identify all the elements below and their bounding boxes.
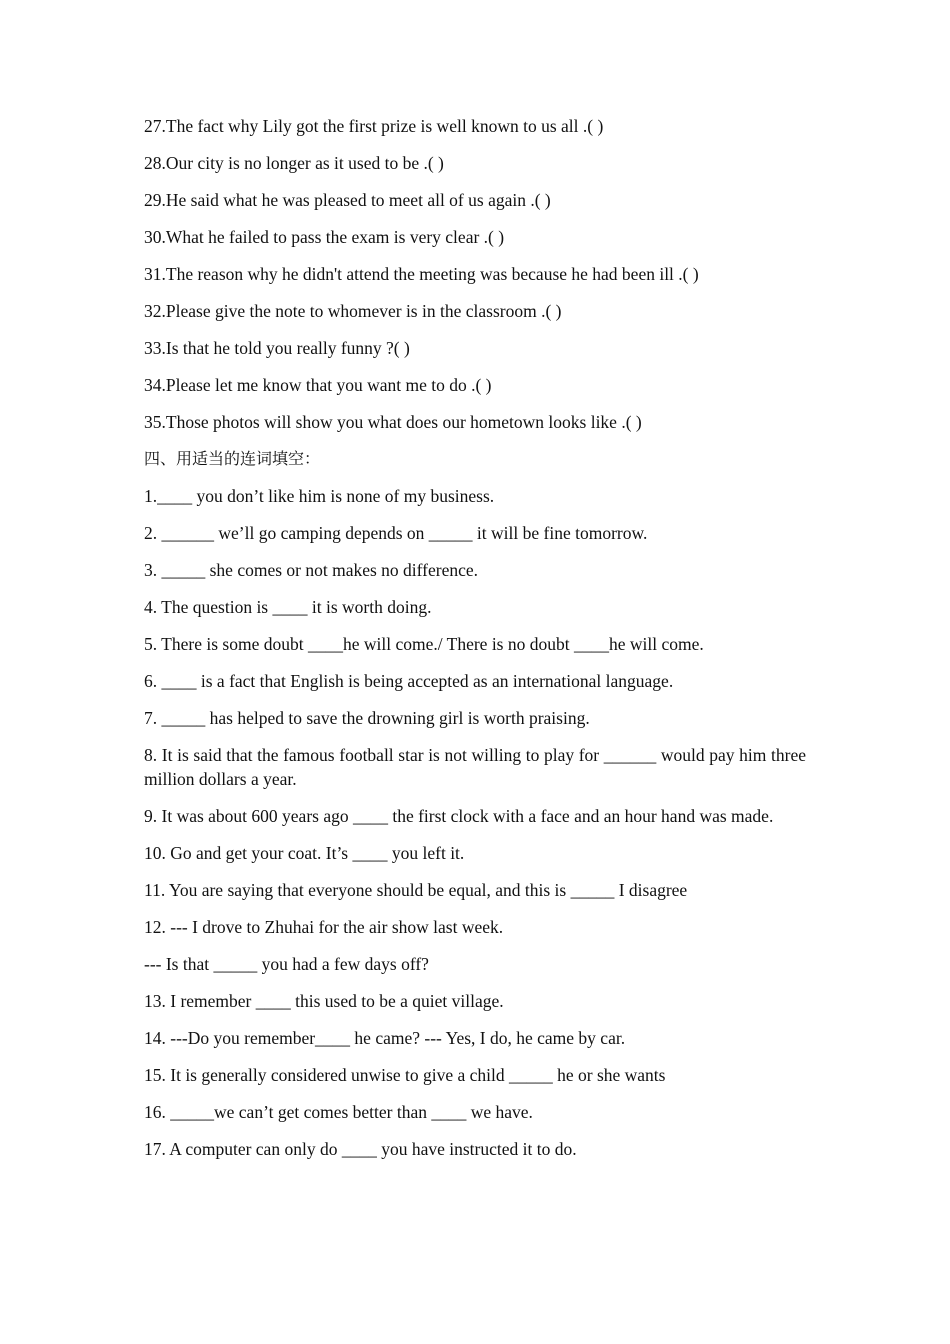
exercise-item-31: 31.The reason why he didn't attend the meeting was because he had been ill .( ) xyxy=(144,264,699,284)
exercise-item-33: 33.Is that he told you really funny ?( ) xyxy=(144,338,410,358)
fill-item-5: 5. There is some doubt ____he will come./ There is no doubt ____he will come. xyxy=(144,634,704,654)
fill-item-3: 3. _____ she comes or not makes no difference. xyxy=(144,560,479,580)
fill-item-8: 8. It is said that the famous football star is not willing to play for ______ would pay him three million dollars a year. xyxy=(144,745,806,789)
fill-item-1: 1.____ you don’t like him is none of my business. xyxy=(144,486,495,506)
fill-item-2: 2. ______ we’ll go camping depends on _____ it will be fine tomorrow. xyxy=(144,523,648,543)
fill-item-9: 9. It was about 600 years ago ____ the first clock with a face and an hour hand was made. xyxy=(144,806,774,826)
fill-item-16: 16. _____we can’t get comes better than ____ we have. xyxy=(144,1102,533,1122)
fill-item-11: 11. You are saying that everyone should be equal, and this is _____ I disagree xyxy=(144,880,688,900)
exercise-item-32: 32.Please give the note to whomever is in the classroom .( ) xyxy=(144,301,562,321)
fill-item-6: 6. ____ is a fact that English is being accepted as an international language. xyxy=(144,671,674,691)
fill-item-12-reply: --- Is that _____ you had a few days off? xyxy=(144,954,429,974)
section-heading: 四、用适当的连词填空： xyxy=(144,449,321,468)
fill-item-12: 12. --- I drove to Zhuhai for the air show last week. xyxy=(144,917,504,937)
exercise-item-27: 27.The fact why Lily got the first prize is well known to us all .( ) xyxy=(144,116,604,136)
fill-item-17: 17. A computer can only do ____ you have instructed it to do. xyxy=(144,1139,577,1159)
exercise-item-30: 30.What he failed to pass the exam is very clear .( ) xyxy=(144,227,505,247)
fill-item-10: 10. Go and get your coat. It’s ____ you left it. xyxy=(144,843,465,863)
fill-item-13: 13. I remember ____ this used to be a quiet village. xyxy=(144,991,504,1011)
fill-item-4: 4. The question is ____ it is worth doing. xyxy=(144,597,432,617)
fill-item-15: 15. It is generally considered unwise to give a child _____ he or she wants xyxy=(144,1065,666,1085)
fill-item-7: 7. _____ has helped to save the drowning girl is worth praising. xyxy=(144,708,590,728)
exercise-item-29: 29.He said what he was pleased to meet all of us again .( ) xyxy=(144,190,551,210)
exercise-item-34: 34.Please let me know that you want me to do .( ) xyxy=(144,375,492,395)
document-body xyxy=(144,114,806,1174)
exercise-item-28: 28.Our city is no longer as it used to be .( ) xyxy=(144,153,444,173)
fill-item-14: 14. ---Do you remember____ he came? --- Yes, I do, he came by car. xyxy=(144,1028,626,1048)
exercise-item-35: 35.Those photos will show you what does our hometown looks like .( ) xyxy=(144,412,642,432)
